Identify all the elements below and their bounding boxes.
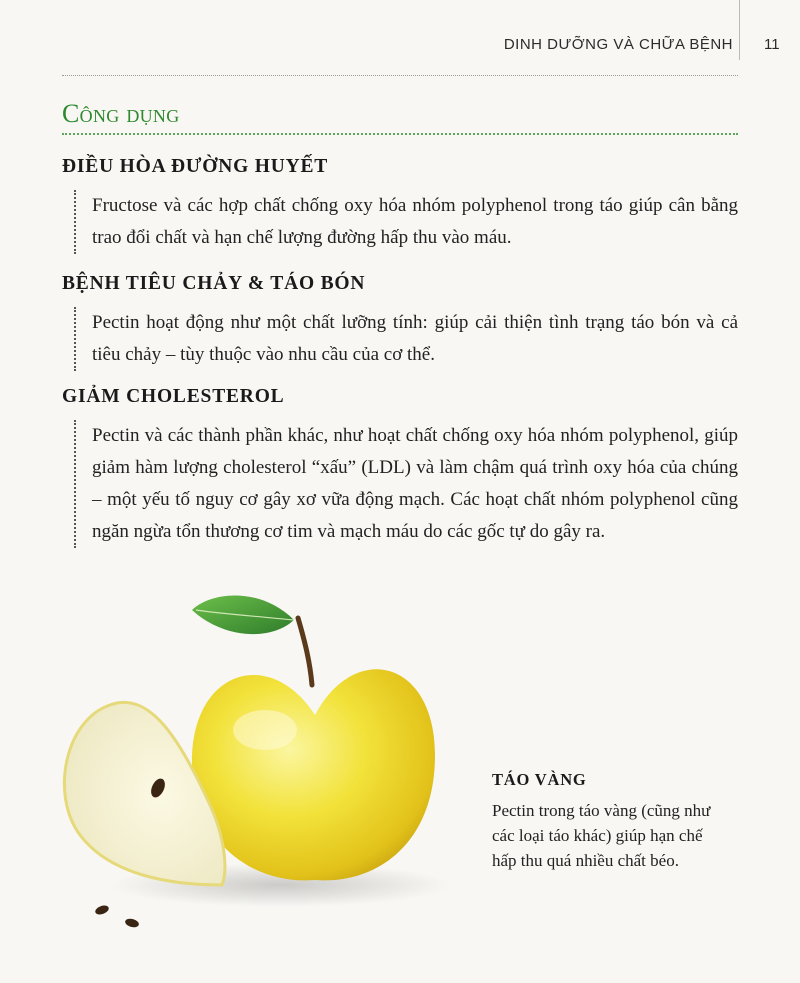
topic-heading-digestion: BỆNH TIÊU CHẢY & TÁO BÓN: [62, 273, 366, 294]
topic-heading-cholesterol: GIẢM CHOLESTEROL: [62, 386, 285, 407]
apple-stem: [298, 618, 312, 685]
topic-body-cholesterol: Pectin và các thành phần khác, như hoạt chất chống oxy hóa nhóm polyphenol, giúp giảm hàm lượng cholesterol “xấu” (LDL) và làm chậm quá trình oxy hóa của chúng – một yếu tố nguy cơ gây xơ vữa động mạch. Các hoạt chất nhóm polyphenol cũng ngăn ngừa tổn thương cơ tim và mạch máu do các gốc tự do gây ra.: [74, 420, 738, 548]
topic-heading-blood-sugar: ĐIỀU HÒA ĐƯỜNG HUYẾT: [62, 156, 329, 177]
loose-seed: [94, 904, 110, 916]
apple-highlight: [233, 710, 297, 750]
topic-body-digestion: Pectin hoạt động như một chất lưỡng tính: giúp cải thiện tình trạng táo bón và cả tiêu chảy – tùy thuộc vào nhu cầu của cơ thể.: [74, 307, 738, 371]
whole-apple: [192, 669, 435, 880]
topic-body-blood-sugar: Fructose và các hợp chất chống oxy hóa nhóm polyphenol trong táo giúp cân bằng trao đổi chất và hạn chế lượng đường hấp thu vào máu.: [74, 190, 738, 254]
caption-text: Pectin trong táo vàng (cũng như các loại táo khác) giúp hạn chế hấp thu quá nhiều chất béo.: [492, 801, 711, 870]
running-head: DINH DƯỠNG VÀ CHỮA BỆNH: [503, 36, 733, 53]
loose-seed: [124, 917, 140, 928]
caption-title: TÁO VÀNG: [492, 770, 587, 789]
yellow-apple-illustration: [50, 580, 450, 940]
section-divider: [62, 133, 738, 135]
header-divider: [62, 75, 738, 76]
section-title: Công dụng: [62, 99, 180, 128]
page-spine-line: [739, 0, 740, 60]
page-number: 11: [764, 36, 780, 53]
